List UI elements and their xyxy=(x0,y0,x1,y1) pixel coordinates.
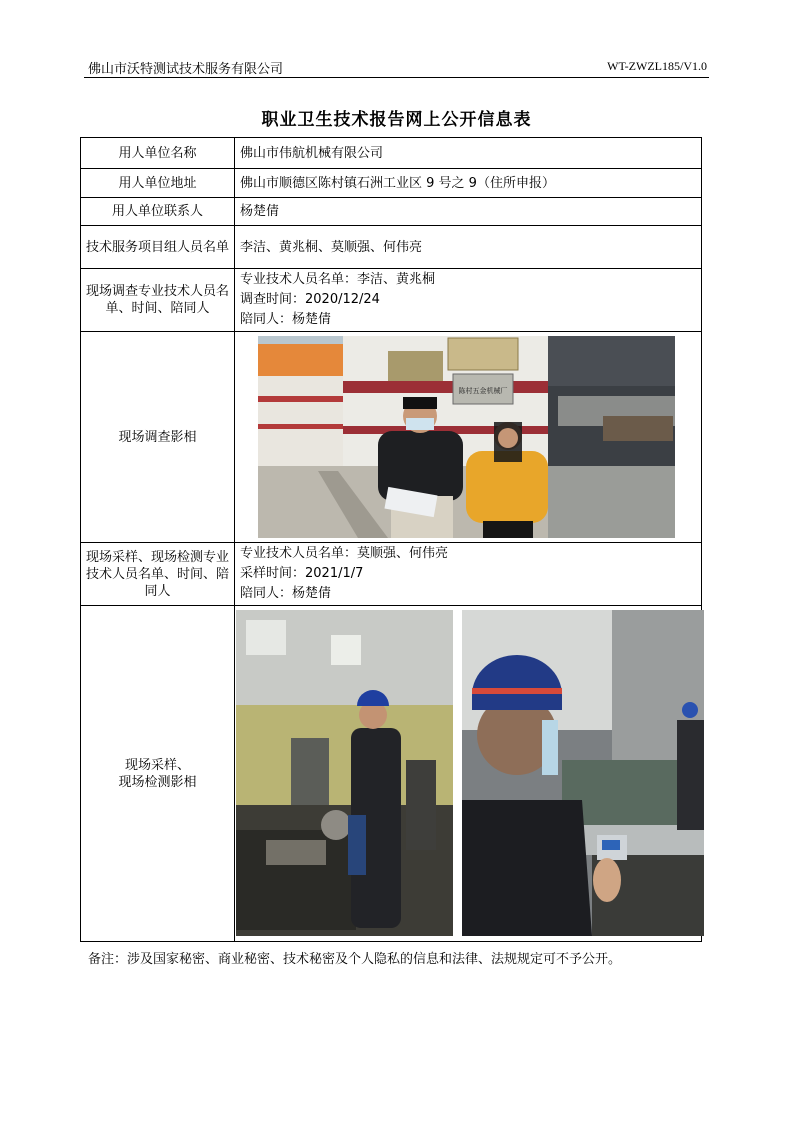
sampling-photo-label-line1: 现场采样、 xyxy=(124,757,190,773)
survey-staff: 专业技术人员名单：李洁、黄兆桐 xyxy=(240,272,436,287)
survey-photo xyxy=(258,336,675,538)
sampling-photo-left xyxy=(236,610,453,936)
row-survey-photo xyxy=(81,332,702,543)
unit-contact-value: 杨楚倩 xyxy=(235,198,702,226)
unit-contact-label: 用人单位联系人 xyxy=(81,198,235,226)
sampling-photo-right-image xyxy=(462,610,704,936)
sampling-staff: 专业技术人员名单：莫顺强、何伟亮 xyxy=(240,546,449,561)
sampling-escort: 陪同人：杨楚倩 xyxy=(240,586,332,601)
sampling-time: 采样时间：2021/1/7 xyxy=(240,566,364,581)
unit-name-label: 用人单位名称 xyxy=(81,138,235,169)
row-project-team xyxy=(81,226,702,269)
survey-time: 调查时间：2020/12/24 xyxy=(240,292,380,307)
plaque-factory-text: 陈村五金机械厂 xyxy=(458,387,508,395)
row-unit-name xyxy=(81,138,702,169)
unit-address-label: 用人单位地址 xyxy=(81,169,235,198)
sampling-photo-label xyxy=(81,606,235,942)
sampling-photo-label-line2: 现场检测影相 xyxy=(118,774,197,790)
survey-photo-cell xyxy=(235,332,702,543)
survey-photo-image xyxy=(258,336,675,538)
row-survey xyxy=(81,269,702,332)
header-company: 佛山市沃特测试技术服务有限公司 xyxy=(88,62,284,77)
footnote: 备注：涉及国家秘密、商业秘密、技术秘密及个人隐私的信息和法律、法规规定可不予公开。 xyxy=(88,952,622,967)
unit-address-value: 佛山市顺德区陈村镇石洲工业区 9 号之 9（住所申报） xyxy=(235,169,702,198)
info-table xyxy=(80,137,702,942)
header-doc-code: WT-ZWZL185/V1.0 xyxy=(607,59,707,73)
row-sampling xyxy=(81,543,702,606)
project-team-label: 技术服务项目组人员名单 xyxy=(81,226,235,269)
survey-escort: 陪同人：杨楚倩 xyxy=(240,312,332,327)
sampling-photo-right xyxy=(462,610,704,936)
row-sampling-photo xyxy=(81,606,702,942)
survey-photo-label: 现场调查影相 xyxy=(81,332,235,543)
row-unit-contact xyxy=(81,198,702,226)
project-team-value: 李洁、黄兆桐、莫顺强、何伟亮 xyxy=(235,226,702,269)
row-unit-address xyxy=(81,169,702,198)
unit-name-value: 佛山市伟航机械有限公司 xyxy=(235,138,702,169)
sampling-label: 现场采样、现场检测专业技术人员名单、时间、陪同人 xyxy=(81,543,235,606)
sampling-photos xyxy=(235,610,711,938)
sampling-photo-left-image xyxy=(236,610,453,936)
survey-label: 现场调查专业技术人员名单、时间、陪同人 xyxy=(81,269,235,332)
survey-value xyxy=(235,269,702,332)
sampling-value xyxy=(235,543,702,606)
page-title: 职业卫生技术报告网上公开信息表 xyxy=(261,110,532,130)
header-rule xyxy=(84,77,709,78)
sampling-photo-cell xyxy=(235,606,702,942)
